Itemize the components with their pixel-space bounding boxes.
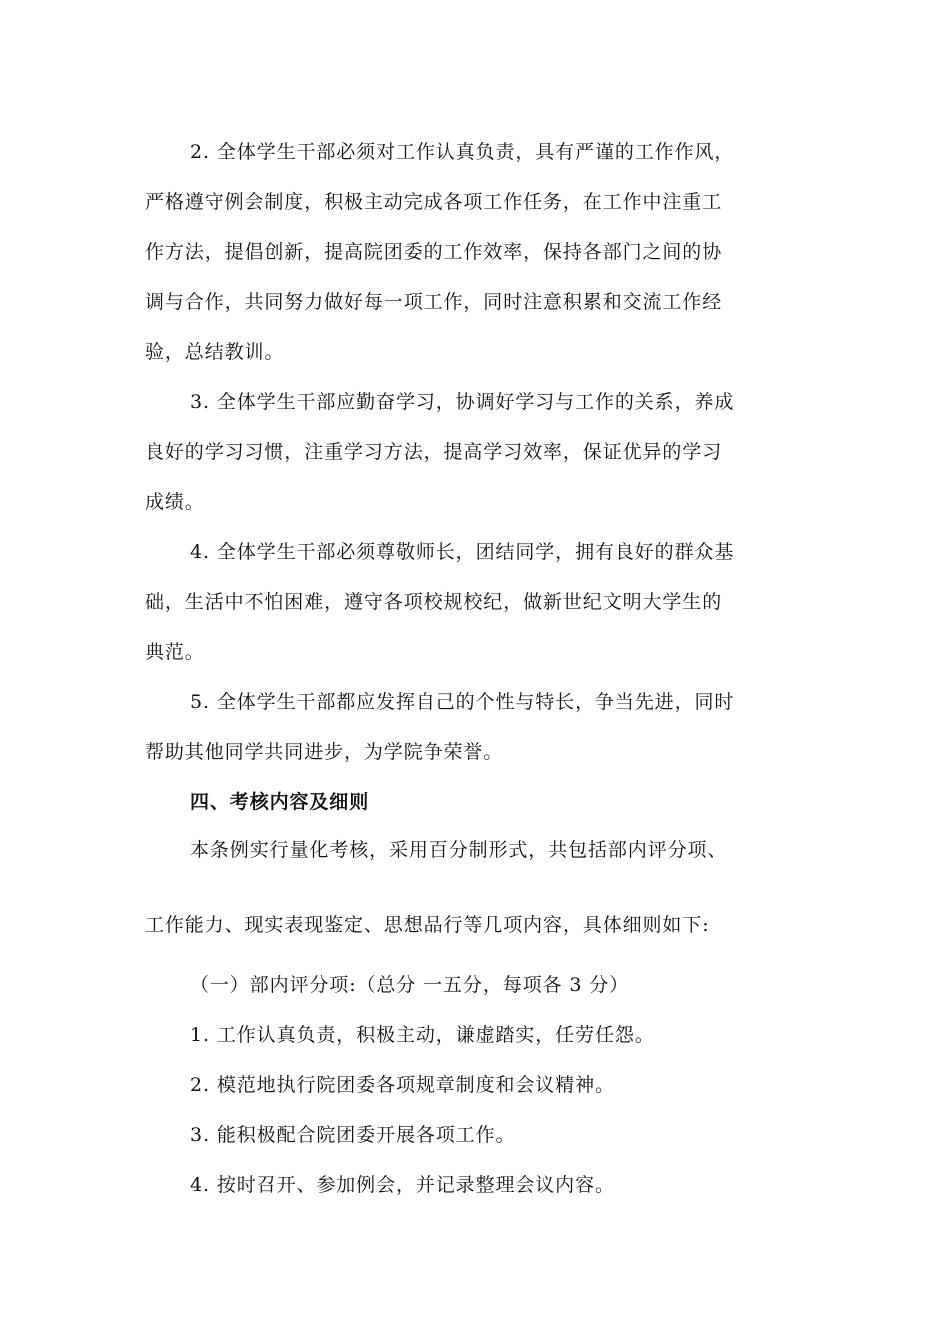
subsection-heading: （一）部内评分项:（总分 一五分，每项各 3 分） [190,974,630,996]
section-heading: 四、考核内容及细则 [190,791,370,813]
paragraph-2-line-3: 作方法，提倡创新，提高院团委的工作效率，保持各部门之间的协 [145,241,723,263]
paragraph-4-line-3: 典范。 [145,641,205,663]
paragraph-5-line-2: 帮助其他同学共同进步，为学院争荣誉。 [145,741,504,763]
criteria-item-3: 3. 能积极配合院团委开展各项工作。 [190,1124,516,1146]
criteria-item-1: 1. 工作认真负责，积极主动，谦虚踏实，任劳任怨。 [190,1024,655,1046]
criteria-item-4: 4. 按时召开、参加例会，并记录整理会议内容。 [190,1174,615,1196]
paragraph-4-line-2: 础，生活中不怕困难，遵守各项校规校纪，做新世纪文明大学生的 [145,591,723,613]
paragraph-5-line-1: 5. 全体学生干部都应发挥自己的个性与特长，争当先进，同时 [190,691,735,713]
criteria-item-2: 2. 模范地执行院团委各项规章制度和会议精神。 [190,1074,615,1096]
paragraph-3-line-3: 成绩。 [145,491,205,513]
paragraph-3-line-1: 3. 全体学生干部应勤奋学习，协调好学习与工作的关系，养成 [190,391,735,413]
section-intro-line-1: 本条例实行量化考核，采用百分制形式，共包括部内评分项、 [190,839,728,861]
paragraph-2-line-2: 严格遵守例会制度，积极主动完成各项工作任务，在工作中注重工 [145,191,723,213]
paragraph-2-line-5: 验，总结教训。 [145,341,285,363]
paragraph-2-line-4: 调与合作，共同努力做好每一项工作，同时注意积累和交流工作经 [145,291,723,313]
paragraph-3-line-2: 良好的学习习惯，注重学习方法，提高学习效率，保证优异的学习 [145,441,723,463]
paragraph-2-line-1: 2. 全体学生干部必须对工作认真负责，具有严谨的工作作风， [190,141,735,163]
paragraph-4-line-1: 4. 全体学生干部必须尊敬师长，团结同学，拥有良好的群众基 [190,541,735,563]
section-intro-line-2: 工作能力、现实表现鉴定、思想品行等几项内容，具体细则如下: [145,914,710,936]
